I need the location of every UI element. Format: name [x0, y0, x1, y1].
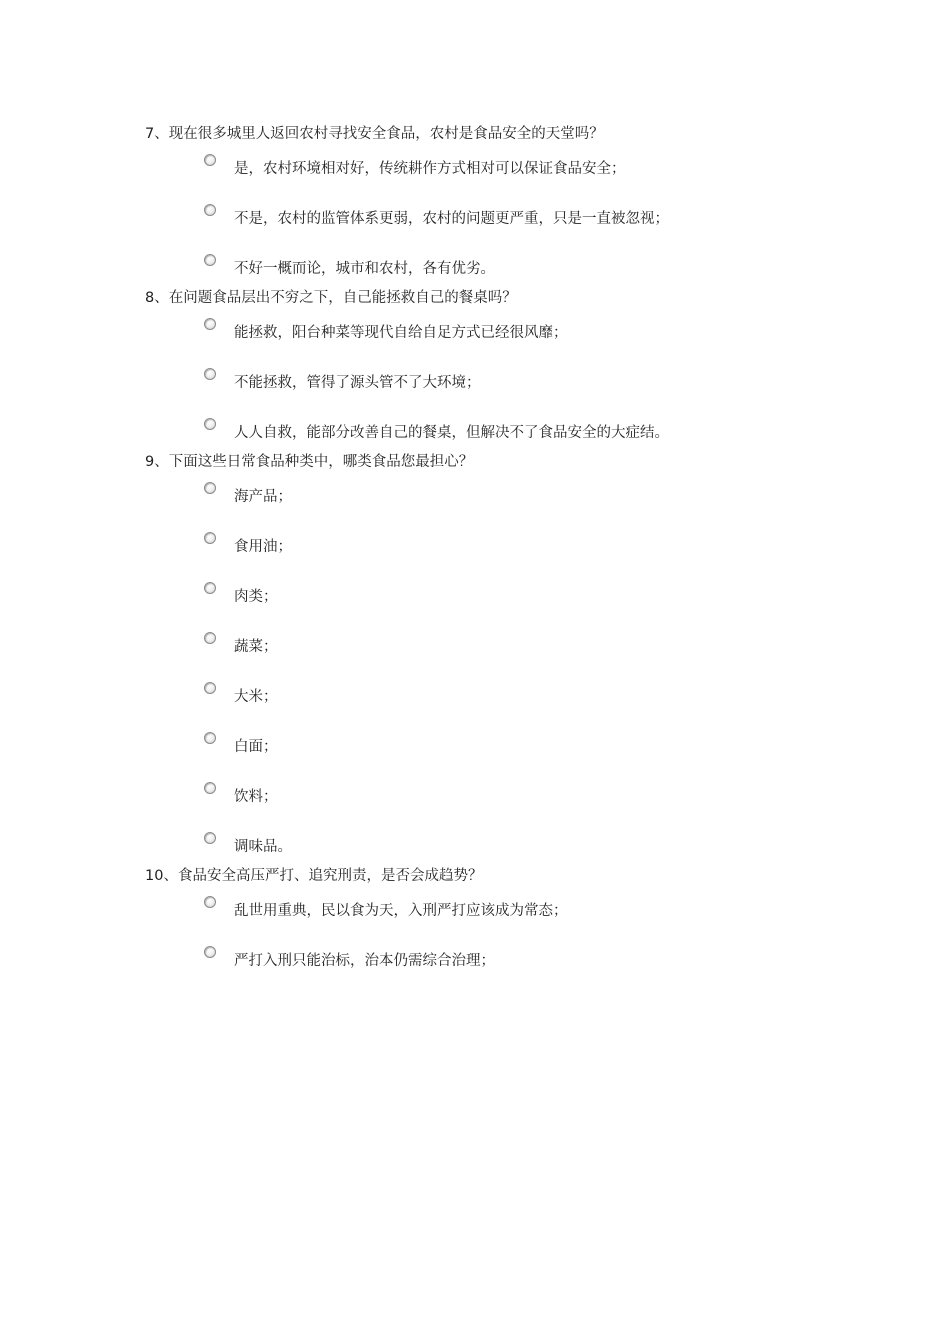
option-item [145, 524, 845, 574]
option-item [145, 938, 845, 980]
radio-button[interactable] [204, 318, 216, 330]
option-list [145, 310, 845, 452]
question-title [145, 452, 845, 474]
option-item [145, 360, 845, 410]
survey-questions [145, 124, 845, 980]
question-number: 8 [145, 290, 155, 306]
option-item [145, 474, 845, 524]
question-text: 、下面这些日常食品种类中，哪类食品您最担心？ [154, 454, 474, 470]
option-label[interactable]: 不是，农村的监管体系更弱，农村的问题更严重，只是一直被忽视； [234, 211, 669, 227]
question-text: 、食品安全高压严打、追究刑责，是否会成趋势？ [163, 868, 483, 884]
question-title [145, 866, 845, 888]
option-label[interactable]: 人人自救，能部分改善自己的餐桌，但解决不了食品安全的大症结。 [234, 425, 669, 441]
question-10 [145, 866, 845, 980]
option-item [145, 410, 845, 452]
question-7 [145, 124, 845, 288]
question-text: 、现在很多城里人返回农村寻找安全食品，农村是食品安全的天堂吗？ [154, 126, 604, 142]
option-item [145, 724, 845, 774]
option-label[interactable]: 不好一概而论，城市和农村，各有优劣。 [234, 261, 495, 277]
radio-button[interactable] [204, 732, 216, 744]
option-label[interactable]: 能拯救，阳台种菜等现代自给自足方式已经很风靡； [234, 325, 568, 341]
option-list [145, 888, 845, 980]
option-item [145, 196, 845, 246]
option-list [145, 146, 845, 288]
radio-button[interactable] [204, 582, 216, 594]
option-label[interactable]: 大米； [234, 689, 278, 705]
option-label[interactable]: 蔬菜； [234, 639, 278, 655]
option-item [145, 574, 845, 624]
question-title [145, 288, 845, 310]
option-label[interactable]: 乱世用重典，民以食为天，入刑严打应该成为常态； [234, 903, 568, 919]
radio-button[interactable] [204, 532, 216, 544]
radio-button[interactable] [204, 782, 216, 794]
option-label[interactable]: 饮料； [234, 789, 278, 805]
radio-button[interactable] [204, 682, 216, 694]
option-item [145, 310, 845, 360]
question-text: 、在问题食品层出不穷之下，自己能拯救自己的餐桌吗？ [154, 290, 517, 306]
radio-button[interactable] [204, 832, 216, 844]
option-label[interactable]: 调味品。 [234, 839, 292, 855]
question-number: 7 [145, 126, 155, 142]
option-item [145, 624, 845, 674]
option-item [145, 246, 845, 288]
option-label[interactable]: 严打入刑只能治标，治本仍需综合治理； [234, 953, 495, 969]
option-label[interactable]: 不能拯救，管得了源头管不了大环境； [234, 375, 481, 391]
radio-button[interactable] [204, 254, 216, 266]
option-list [145, 474, 845, 866]
question-number: 10 [145, 868, 164, 884]
radio-button[interactable] [204, 368, 216, 380]
question-title [145, 124, 845, 146]
option-label[interactable]: 是，农村环境相对好，传统耕作方式相对可以保证食品安全； [234, 161, 626, 177]
option-label[interactable]: 食用油； [234, 539, 292, 555]
radio-button[interactable] [204, 204, 216, 216]
radio-button[interactable] [204, 632, 216, 644]
option-item [145, 146, 845, 196]
radio-button[interactable] [204, 418, 216, 430]
option-label[interactable]: 海产品； [234, 489, 292, 505]
option-item [145, 774, 845, 824]
question-number: 9 [145, 454, 155, 470]
radio-button[interactable] [204, 482, 216, 494]
radio-button[interactable] [204, 946, 216, 958]
option-item [145, 674, 845, 724]
option-item [145, 824, 845, 866]
radio-button[interactable] [204, 896, 216, 908]
option-label[interactable]: 肉类； [234, 589, 278, 605]
question-8 [145, 288, 845, 452]
radio-button[interactable] [204, 154, 216, 166]
option-label[interactable]: 白面； [234, 739, 278, 755]
question-9 [145, 452, 845, 866]
option-item [145, 888, 845, 938]
